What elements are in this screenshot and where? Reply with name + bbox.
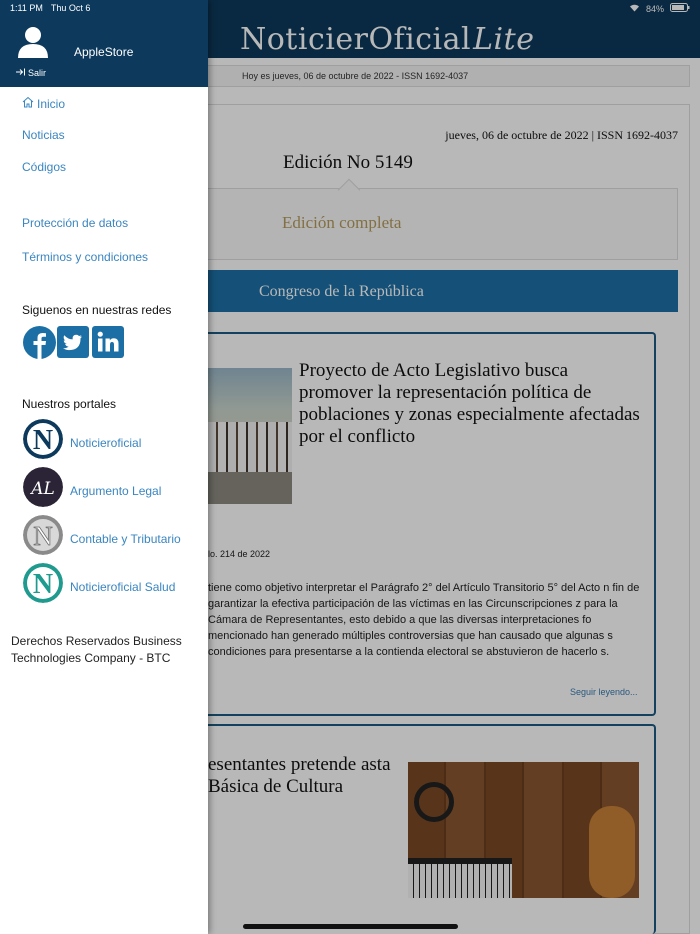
brand-main: NoticierOficial [240,22,472,57]
portal-link-noticieroficial[interactable]: Noticieroficial [70,436,142,450]
status-date-text: Thu Oct 6 [50,3,91,13]
nav-item-label: Protección de datos [22,216,129,230]
twitter-icon[interactable] [57,326,89,358]
side-drawer [0,0,208,934]
nav-item-label: Códigos [22,160,67,174]
social-heading: Siguenos en nuestras redes [22,303,172,317]
nav-item-terminos[interactable] [22,250,148,264]
battery-percent: 84% [645,3,664,14]
noticieroficial-logo[interactable] [23,419,63,459]
nav-item-label: Términos y condiciones [22,250,149,264]
portal-logo-letter: N [32,425,54,456]
user-avatar-icon [16,24,50,58]
logout-label: Salir [28,68,47,78]
copyright-text: Derechos Reservados Business Technologies Company - BTC [11,634,182,665]
date-bar-text: Hoy es jueves, 06 de octubre de 2022 - ISSN 1692-4037 [242,71,469,81]
brand-suffix: Lite [473,22,535,57]
issn-line: jueves, 06 de octubre de 2022 | ISSN 1692-4037 [445,128,678,142]
portal-logo-letter: N [33,521,53,551]
nav-item-proteccion-datos[interactable] [22,216,128,230]
read-more-link[interactable]: Seguir leyendo... [570,687,638,697]
facebook-icon[interactable] [23,326,55,358]
nav-item-inicio[interactable] [22,96,65,111]
home-icon [22,96,34,111]
edition-title: Edición No 5149 [283,152,413,173]
logout-icon [16,68,26,78]
portal-link-contable-tributario[interactable]: Contable y Tributario [70,532,181,546]
nav-item-label: Noticias [22,128,65,142]
status-time [10,3,98,13]
article-title[interactable]: Proyecto de Acto Legislativo busca promover la representación política de poblaciones y zonas especialmente afectadas por el conflicto [299,360,640,447]
noticieroficial-salud-logo[interactable] [23,563,63,603]
portal-link-noticieroficial-salud[interactable]: Noticieroficial Salud [70,580,176,594]
section-title: Congreso de la República [259,283,424,300]
edition-complete-link[interactable]: Edición completa [282,213,402,232]
nav-item-codigos[interactable] [22,160,66,174]
user-name: AppleStore [74,45,134,59]
portal-logo-letter: N [32,569,54,600]
home-indicator[interactable] [243,924,458,929]
portal-logo-letter: AL [31,479,55,499]
drawer-header [0,0,208,87]
article-title[interactable]: esentantes pretende asta Básica de Cultura [208,754,391,797]
nav-item-label: Inicio [37,96,66,111]
linkedin-icon[interactable] [92,326,124,358]
logout-button[interactable] [16,68,46,78]
portals-heading: Nuestros portales [22,397,117,411]
status-time-text: 1:11 PM [10,3,43,13]
article-summary: tiene como objetivo interpretar el Parágrafo 2° del Artículo Transitorio 5° del Acto n fin de garantizar la efectiva participación de las víctimas en las Circunscripciones z para la Cámara de Representantes, esto debido a que las diversas interpretaciones fo mencionado han generado múltiples controversias que han causado que algunas s condiciones para presentarse a la contienda electoral se abstuvieron de hacerlo s. [208,582,640,658]
contable-tributario-logo[interactable] [23,515,63,555]
article-reference: lo. 214 de 2022 [208,549,271,559]
portal-link-argumento-legal[interactable]: Argumento Legal [70,484,162,498]
argumento-legal-logo[interactable] [23,467,63,507]
nav-item-noticias[interactable] [22,128,65,142]
